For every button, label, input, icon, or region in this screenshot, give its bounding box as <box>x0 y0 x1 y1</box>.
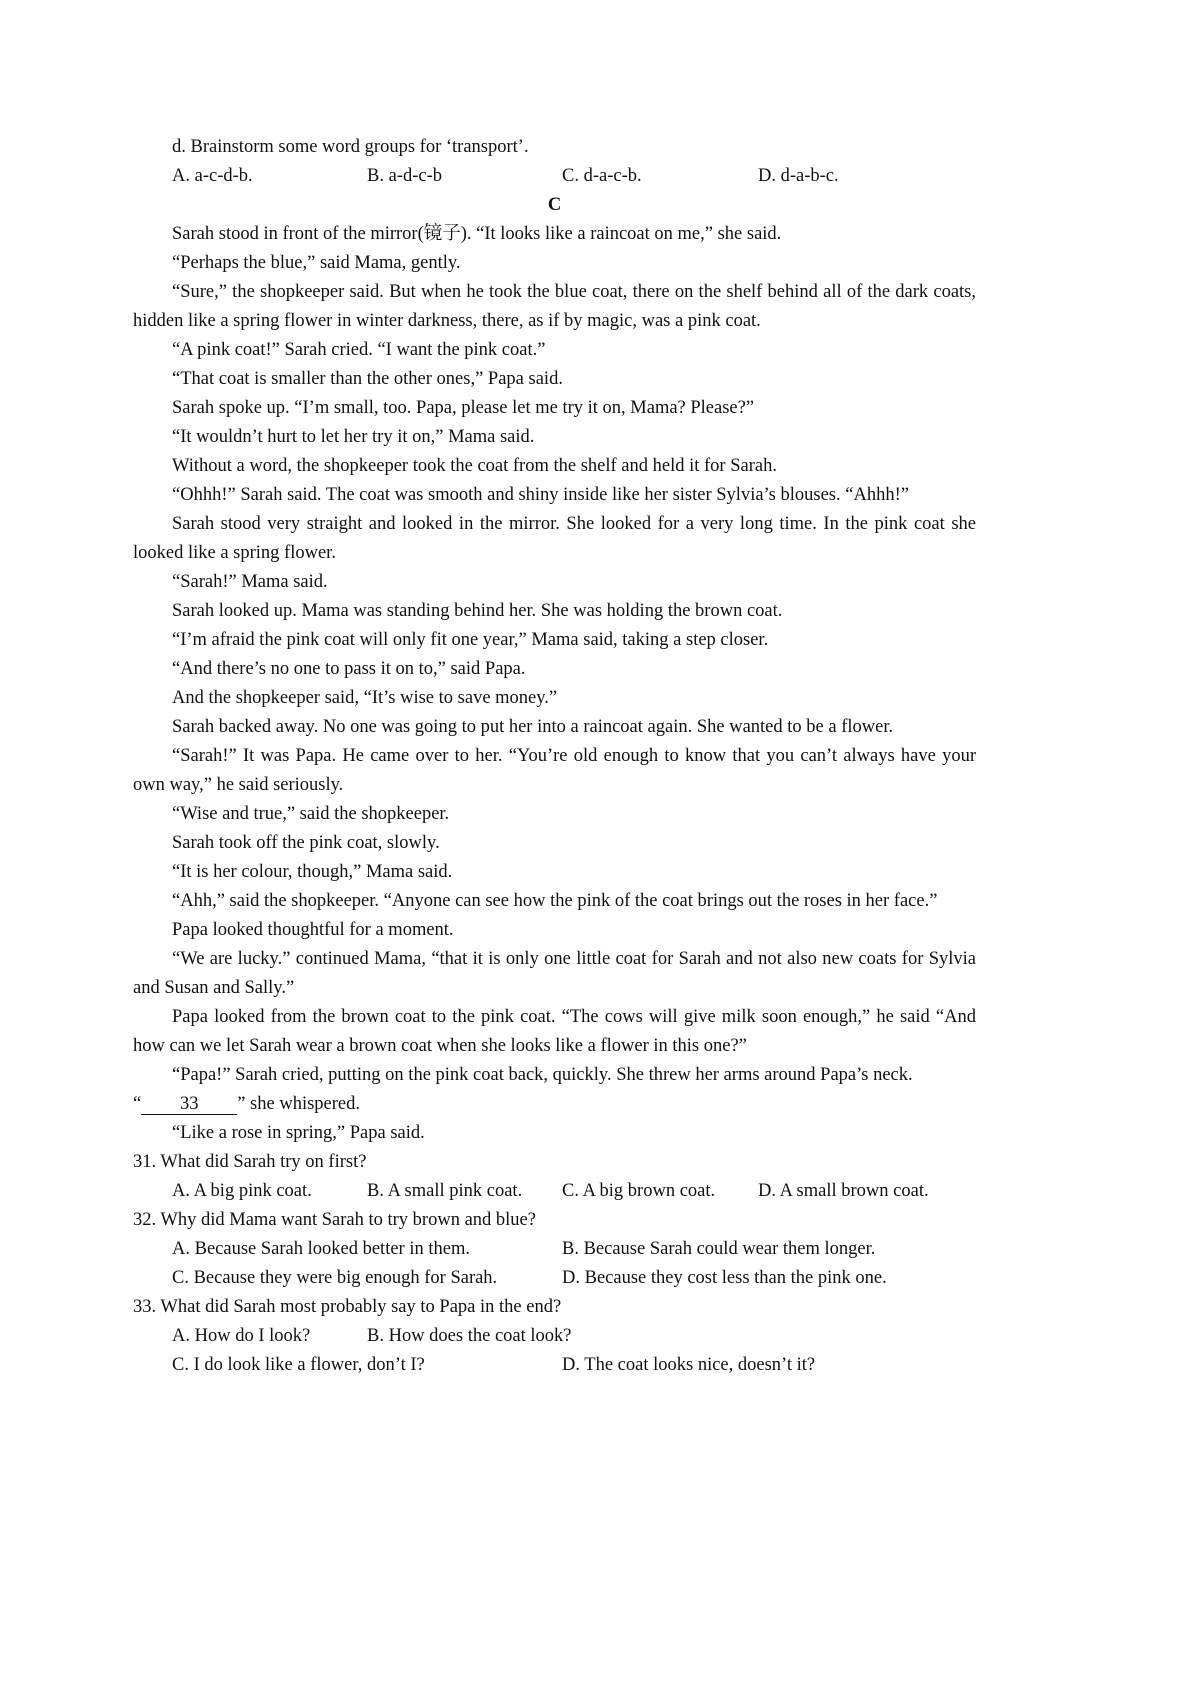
question-stem: 31. What did Sarah try on first? <box>133 1152 367 1172</box>
question-options-row-2 <box>133 1264 976 1293</box>
passage-paragraph: “Sarah!” Mama said. <box>172 572 328 592</box>
option-d: D. The coat looks nice, doesn’t it? <box>562 1355 816 1375</box>
question-stem: 32. Why did Mama want Sarah to try brown and blue? <box>133 1210 536 1230</box>
option-a: A. How do I look? <box>172 1326 311 1346</box>
passage-paragraph: “I’m afraid the pink coat will only fit one year,” Mama said, taking a step closer. <box>172 630 769 650</box>
passage-paragraph: Papa looked from the brown coat to the pink coat. “The cows will give milk soon enough,” he said “And how can we let Sarah wear a brown coat when she looks like a flower in this one?” <box>133 1007 976 1056</box>
passage-paragraph: “Papa!” Sarah cried, putting on the pink coat back, quickly. She threw her arms around Papa’s neck. <box>172 1065 913 1085</box>
passage-paragraph: Sarah stood very straight and looked in the mirror. She looked for a very long time. In the pink coat she looked like a spring flower. <box>133 514 976 563</box>
option-d: D. d-a-b-c. <box>758 166 839 186</box>
passage-paragraph: Sarah took off the pink coat, slowly. <box>172 833 440 853</box>
option-b: B. A small pink coat. <box>367 1181 523 1201</box>
passage-paragraph: And the shopkeeper said, “It’s wise to save money.” <box>172 688 558 708</box>
option-b: B. a-d-c-b <box>367 166 442 186</box>
option-a: A. A big pink coat. <box>172 1181 312 1201</box>
prev-question-options <box>133 162 976 191</box>
answer-blank-33: 33 <box>141 1094 237 1115</box>
question-33 <box>133 1293 976 1380</box>
passage-paragraph: “Sarah!” It was Papa. He came over to her. “You’re old enough to know that you can’t always have your own way,” he said seriously. <box>133 746 976 795</box>
passage-paragraph: “And there’s no one to pass it on to,” said Papa. <box>172 659 526 679</box>
passage-paragraph: “Ohhh!” Sarah said. The coat was smooth and shiny inside like her sister Sylvia’s blouses. “Ahhh!” <box>172 485 909 505</box>
option-b: B. Because Sarah could wear them longer. <box>562 1239 876 1259</box>
passage-paragraph: Sarah stood in front of the mirror(镜子). “It looks like a raincoat on me,” she said. <box>172 224 782 244</box>
option-a: A. Because Sarah looked better in them. <box>172 1239 470 1259</box>
passage-paragraph: Papa looked thoughtful for a moment. <box>172 920 454 940</box>
open-quote: “ <box>133 1094 142 1114</box>
passage-paragraph: “It is her colour, though,” Mama said. <box>172 862 453 882</box>
passage-paragraph: “We are lucky.” continued Mama, “that it is only one little coat for Sarah and not also new coats for Sylvia and Susan and Sally.” <box>133 949 976 998</box>
question-options-row-1 <box>133 1235 976 1264</box>
passage-paragraph: “Ahh,” said the shopkeeper. “Anyone can see how the pink of the coat brings out the roses in her face.” <box>172 891 938 911</box>
passage-paragraph: “A pink coat!” Sarah cried. “I want the pink coat.” <box>172 340 546 360</box>
passage-paragraph: “Wise and true,” said the shopkeeper. <box>172 804 450 824</box>
option-b: B. How does the coat look? <box>367 1326 572 1346</box>
option-d: D. Because they cost less than the pink one. <box>562 1268 887 1288</box>
option-c: C. Because they were big enough for Sarah. <box>172 1268 498 1288</box>
exam-page <box>133 133 976 1380</box>
passage-paragraph: “That coat is smaller than the other ones,” Papa said. <box>172 369 563 389</box>
passage-paragraph: “Perhaps the blue,” said Mama, gently. <box>172 253 461 273</box>
option-c: C. I do look like a flower, don’t I? <box>172 1355 425 1375</box>
blank-line <box>133 1090 976 1119</box>
question-32 <box>133 1206 976 1293</box>
passage-paragraph: “Like a rose in spring,” Papa said. <box>172 1123 425 1143</box>
passage-paragraph: “It wouldn’t hurt to let her try it on,” Mama said. <box>172 427 535 447</box>
question-options-row-2 <box>133 1351 976 1380</box>
question-options-row-1 <box>133 1322 976 1351</box>
question-stem: 33. What did Sarah most probably say to Papa in the end? <box>133 1297 562 1317</box>
option-d: D. A small brown coat. <box>758 1181 929 1201</box>
blank-line-after: ” she whispered. <box>237 1094 360 1114</box>
passage-paragraph: Sarah backed away. No one was going to put her into a raincoat again. She wanted to be a flower. <box>172 717 894 737</box>
option-a: A. a-c-d-b. <box>172 166 253 186</box>
passage-paragraph: Sarah spoke up. “I’m small, too. Papa, please let me try it on, Mama? Please?” <box>172 398 755 418</box>
option-c: C. d-a-c-b. <box>562 166 642 186</box>
passage <box>133 220 976 1148</box>
passage-paragraph: “Sure,” the shopkeeper said. But when he took the blue coat, there on the shelf behind all of the dark coats, hidden like a spring flower in winter darkness, there, as if by magic, was a pink coat. <box>133 282 976 331</box>
passage-paragraph: Sarah looked up. Mama was standing behind her. She was holding the brown coat. <box>172 601 783 621</box>
prev-question-item-d: d. Brainstorm some word groups for ‘transport’. <box>172 137 529 157</box>
option-c: C. A big brown coat. <box>562 1181 716 1201</box>
question-31 <box>133 1148 976 1206</box>
question-options <box>133 1177 976 1206</box>
passage-paragraph: Without a word, the shopkeeper took the coat from the shelf and held it for Sarah. <box>172 456 777 476</box>
section-heading: C <box>547 195 562 215</box>
